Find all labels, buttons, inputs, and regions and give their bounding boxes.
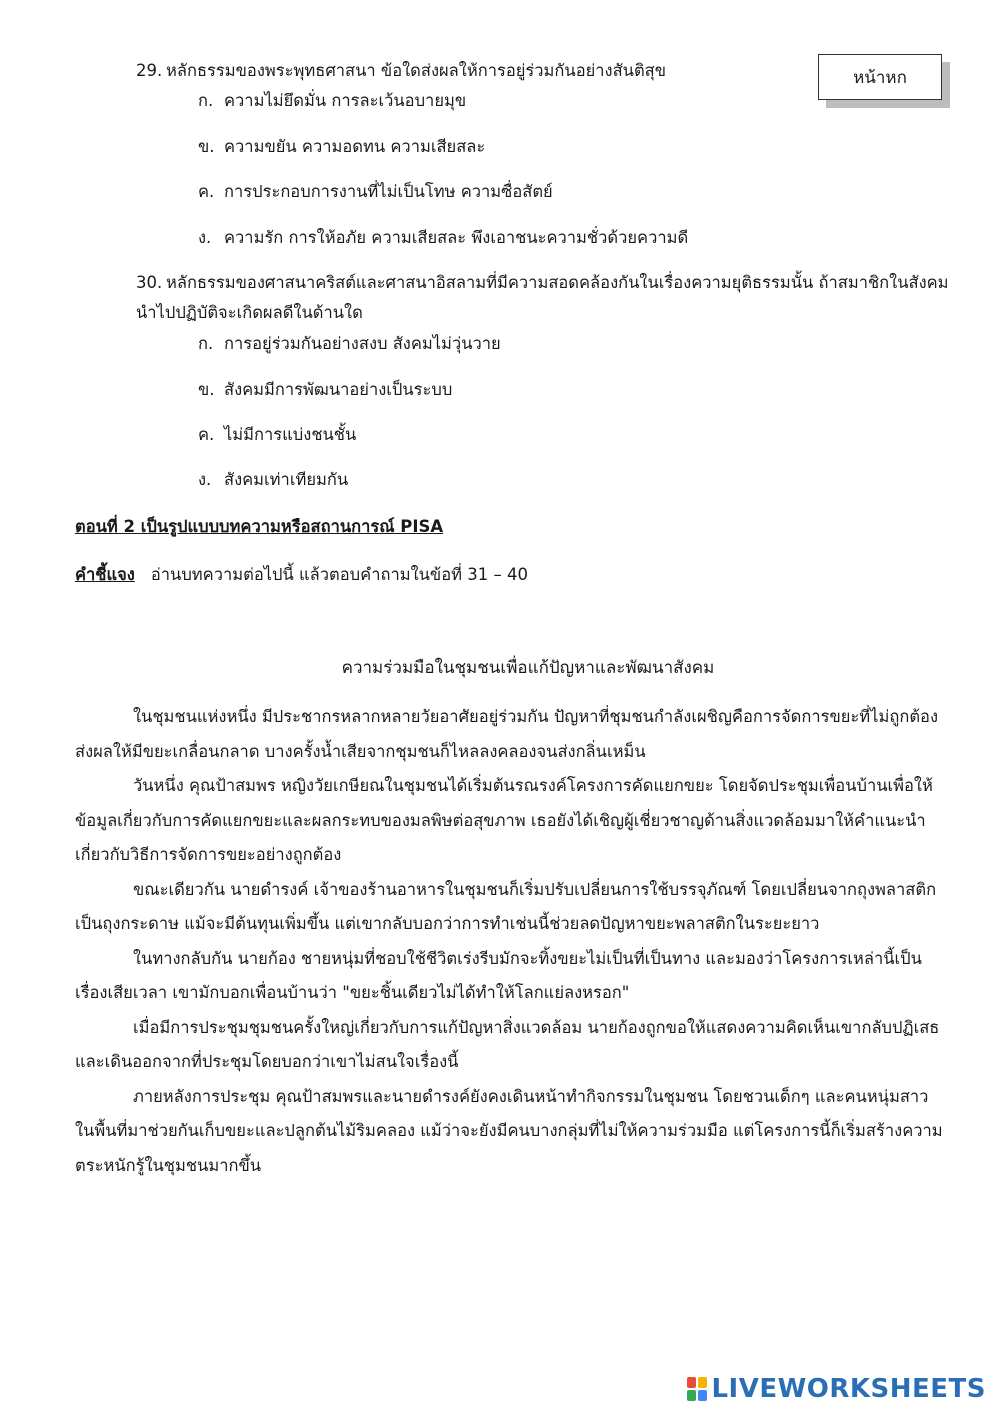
question-number: 29. <box>136 61 163 80</box>
page-label-box <box>818 54 942 100</box>
question-30-choice-d: ง. สังคมเท่าเทียมกัน <box>198 470 349 489</box>
article-body <box>75 700 945 1183</box>
page-label: หน้าหก <box>853 67 907 88</box>
question-30-choice-b: ข. สังคมมีการพัฒนาอย่างเป็นระบบ <box>198 380 453 399</box>
question-30-text-cont: นำไปปฏิบัติจะเกิดผลดีในด้านใด <box>136 303 363 322</box>
question-number: 30. <box>136 273 163 292</box>
brand-logo-icon <box>687 1377 707 1401</box>
instruction <box>75 562 528 588</box>
article-paragraph: ภายหลังการประชุม คุณป้าสมพรและนายดำรงค์ยังคงเดินหน้าทำกิจกรรมในชุมชน โดยชวนเด็กๆ และคนหนุ่มสาวในพื้นที่มาช่วยกันเก็บขยะและปลูกต้นไม้ริมคลอง แม้ว่าจะยังมีคนบางกลุ่มที่ไม่ให้ความร่วมมือ แต่โครงการนี้ก็เริ่มสร้างความตระหนักรู้ในชุมชนมากขึ้น <box>75 1086 943 1175</box>
article-paragraph: ขณะเดียวกัน นายดำรงค์ เจ้าของร้านอาหารในชุมชนก็เริ่มปรับเปลี่ยนการใช้บรรจุภัณฑ์ โดยเปลี่ยนจากถุงพลาสติกเป็นถุงกระดาษ แม้จะมีต้นทุนเพิ่มขึ้น แต่เขากลับบอกว่าการทำเช่นนี้ช่วยลดปัญหาขยะพลาสติกในระยะยาว <box>75 879 937 933</box>
article-paragraph: ในทางกลับกัน นายก้อง ชายหนุ่มที่ชอบใช้ชีวิตเร่งรีบมักจะทิ้งขยะไม่เป็นที่เป็นทาง และมองว่าโครงการเหล่านี้เป็นเรื่องเสียเวลา เขามักบอกเพื่อนบ้านว่า "ขยะชิ้นเดียวไม่ได้ทำให้โลกแย่ลงหรอก" <box>75 948 922 1002</box>
liveworksheets-logo <box>687 1374 986 1404</box>
question-29-choice-b: ข. ความขยัน ความอดทน ความเสียสละ <box>198 137 486 156</box>
question-30-choice-c: ค. ไม่มีการแบ่งชนชั้น <box>198 425 357 444</box>
question-30-choice-a: ก. การอยู่ร่วมกันอย่างสงบ สังคมไม่วุ่นวาย <box>198 334 501 353</box>
question-29-text: 29. หลักธรรมของพระพุทธศาสนา ข้อใดส่งผลให้การอยู่ร่วมกันอย่างสันติสุข <box>136 61 667 80</box>
article-paragraph: วันหนึ่ง คุณป้าสมพร หญิงวัยเกษียณในชุมชนได้เริ่มต้นรณรงค์โครงการคัดแยกขยะ โดยจัดประชุมเพื่อนบ้านเพื่อให้ข้อมูลเกี่ยวกับการคัดแยกขยะและผลกระทบของมลพิษต่อสุขภาพ เธอยังได้เชิญผู้เชี่ยวชาญด้านสิ่งแวดล้อมมาให้คำแนะนำเกี่ยวกับวิธีการจัดการขยะอย่างถูกต้อง <box>75 776 933 864</box>
section-title: ตอนที่ 2 เป็นรูปแบบบทความหรือสถานการณ์ PISA <box>75 517 444 536</box>
instruction-text: อ่านบทความต่อไปนี้ แล้วตอบคำถามในข้อที่ 31 – 40 <box>150 565 528 584</box>
brand-text: LIVEWORKSHEETS <box>711 1374 986 1404</box>
article-title: ความร่วมมือในชุมชนเพื่อแก้ปัญหาและพัฒนาสังคม <box>341 658 715 678</box>
question-30-text: 30. หลักธรรมของศาสนาคริสต์และศาสนาอิสลามที่มีความสอดคล้องกันในเรื่องความยุติธรรมนั้น ถ้าสมาชิกในสังคม <box>136 273 949 292</box>
question-29-choice-a: ก. ความไม่ยึดมั่น การละเว้นอบายมุข <box>198 91 467 110</box>
instruction-label: คำชี้แจง <box>75 565 135 584</box>
question-29-choice-d: ง. ความรัก การให้อภัย ความเสียสละ พึงเอาชนะความชั่วด้วยความดี <box>198 228 689 247</box>
article-paragraph: ในชุมชนแห่งหนึ่ง มีประชากรหลากหลายวัยอาศัยอยู่ร่วมกัน ปัญหาที่ชุมชนกำลังเผชิญคือการจัดการขยะที่ไม่ถูกต้องส่งผลให้มีขยะเกลื่อนกลาด บางครั้งน้ำเสียจากชุมชนก็ไหลลงคลองจนส่งกลิ่นเหม็น <box>75 707 938 761</box>
article-paragraph: เมื่อมีการประชุมชุมชนครั้งใหญ่เกี่ยวกับการแก้ปัญหาสิ่งแวดล้อม นายก้องถูกขอให้แสดงความคิดเห็นเขากลับปฏิเสธและเดินออกจากที่ประชุมโดยบอกว่าเขาไม่สนใจเรื่องนี้ <box>75 1017 940 1071</box>
question-29-choice-c: ค. การประกอบการงานที่ไม่เป็นโทษ ความซื่อสัตย์ <box>198 182 553 201</box>
